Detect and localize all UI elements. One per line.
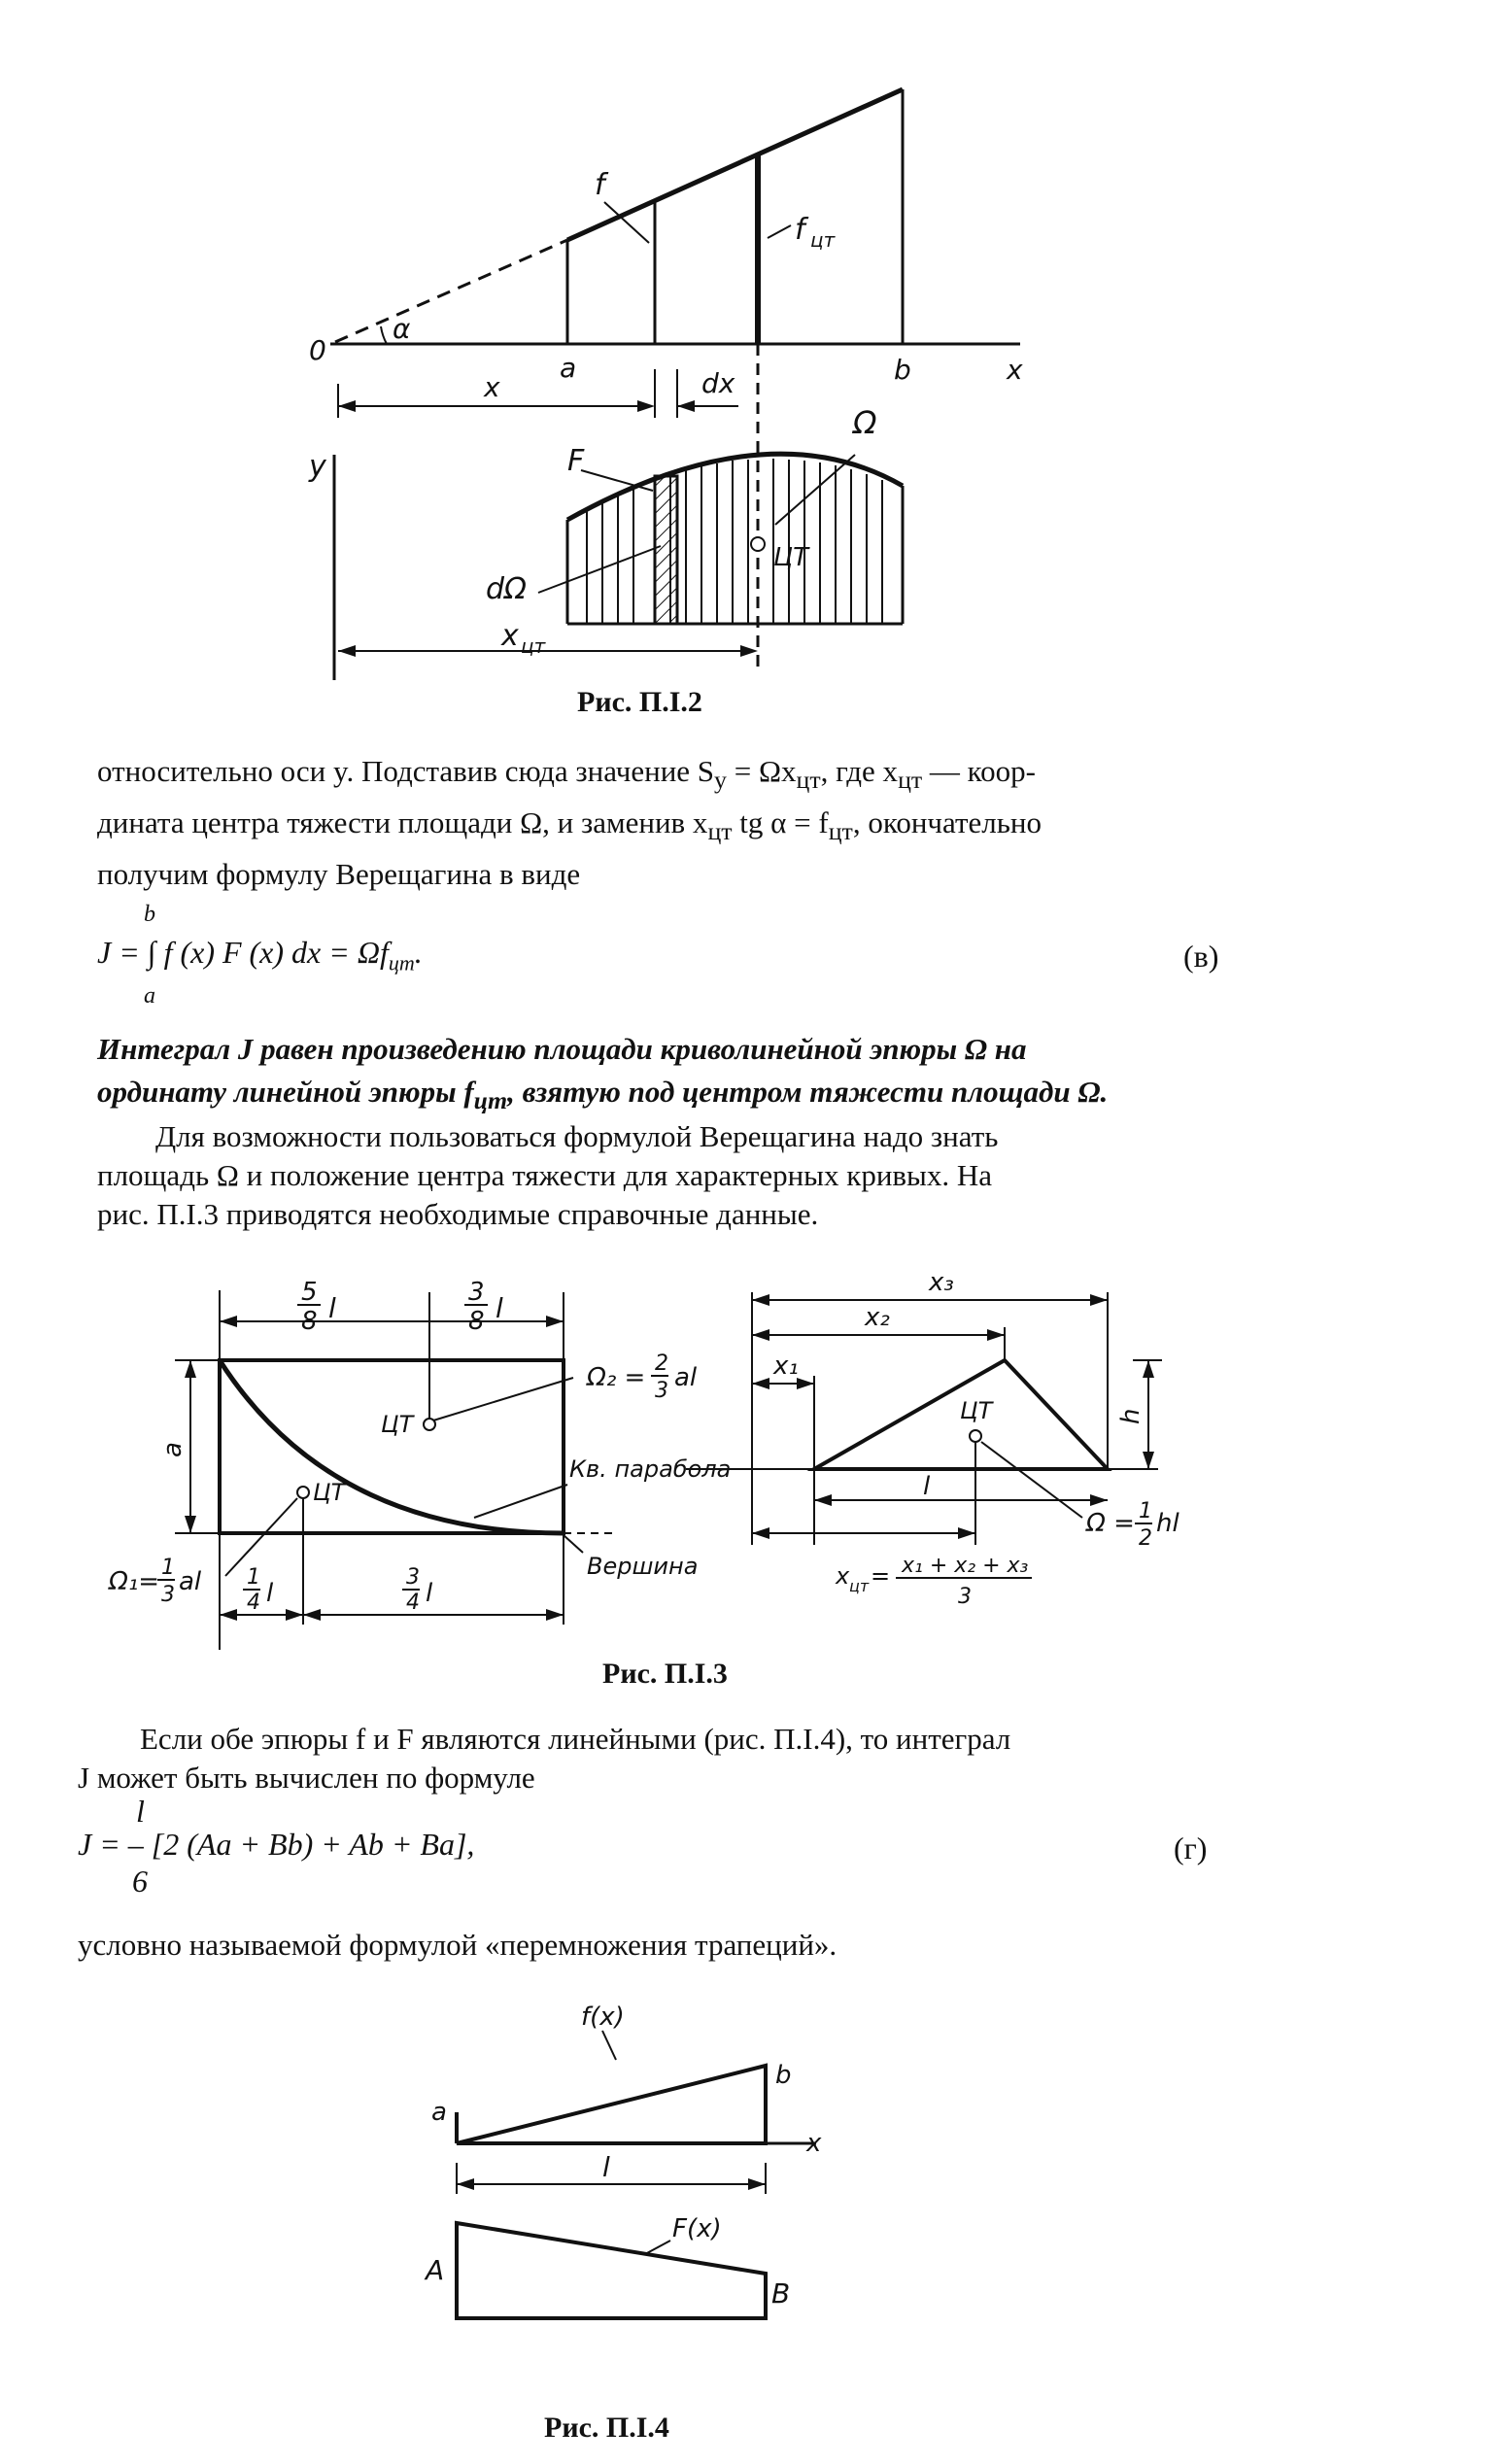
label-l: l: [602, 2151, 610, 2183]
paragraph-intro: [97, 750, 1244, 896]
trapezoid-f: [457, 2066, 766, 2143]
label-x-axis: x: [806, 2129, 822, 2158]
label-a: a: [560, 352, 577, 384]
label-origin: 0: [309, 334, 326, 366]
svg-text:hl: hl: [1156, 1509, 1179, 1538]
paragraph-line: относительно оси y. Подставив сюда значение $S_y = \Omega x_{цт}$, где $x_{цт}$ — коор-: [97, 754, 1036, 795]
label-omega: Ω: [853, 404, 877, 441]
dashed-extension: [335, 240, 567, 342]
label-omega1: Ω₁=: [109, 1567, 160, 1596]
svg-text:4: 4: [247, 1591, 260, 1615]
label-x2: x₂: [865, 1303, 890, 1332]
svg-text:цт: цт: [849, 1577, 870, 1595]
svg-text:3: 3: [958, 1585, 972, 1609]
triangle-centroid: [970, 1430, 981, 1442]
formula-vereshchagin: J = ∫ f (x) F (x) dx = $\Omega f_{цт}$.: [97, 935, 423, 975]
formula-denominator: 6: [132, 1864, 148, 1899]
label-f-ct: f: [795, 213, 805, 247]
svg-text:3: 3: [655, 1379, 668, 1403]
svg-text:4: 4: [406, 1591, 420, 1615]
rule-line: ординату линейной эпюры $f_{цт}$, взятую под центром тяжести площади Ω.: [97, 1075, 1109, 1115]
paragraph-trapezoids: условно называемой формулой «перемножения трапеций».: [78, 1928, 837, 1962]
label-five-eighths: 5: [301, 1278, 318, 1307]
svg-text:al: al: [674, 1363, 698, 1392]
parabola-rectangle: [220, 1360, 564, 1533]
figure-p-i-4: [0, 1992, 1504, 2380]
label-x-dim: x: [484, 371, 500, 403]
paragraph-line: дината центра тяжести площади Ω, и заменив $x_{цт}$ tg $\alpha = f_{цт}$, окончательно: [97, 805, 1042, 846]
label-x-ct: x: [501, 619, 519, 653]
figure-caption: Рис. П.I.2: [577, 686, 702, 718]
rule-statement: [97, 1028, 1253, 1122]
centroid-lower: [297, 1487, 309, 1498]
svg-text:1: 1: [161, 1556, 175, 1580]
figure-p-i-2: [0, 0, 1504, 738]
paragraph-reference: [97, 1117, 1253, 1234]
label-b: b: [894, 354, 911, 386]
label-omega2: Ω₂ =: [587, 1363, 646, 1392]
svg-text:2: 2: [1139, 1526, 1152, 1551]
formula-tag-g: (г): [1174, 1831, 1208, 1865]
label-y: y: [309, 450, 326, 484]
formula-upper-limit: b: [144, 902, 155, 927]
label-x-ct-sub: цт: [521, 634, 546, 658]
label-h: h: [1116, 1408, 1145, 1424]
label-vertex: Вершина: [587, 1553, 699, 1580]
formula-numerator: l: [136, 1794, 145, 1829]
label-f: f: [595, 168, 605, 202]
svg-text:=: =: [871, 1562, 891, 1590]
label-dx: dx: [701, 367, 735, 399]
paragraph-linear: [78, 1720, 1244, 1797]
label-omega-triangle: Ω =: [1086, 1509, 1135, 1538]
quadratic-parabola: [220, 1360, 564, 1533]
formula-tag-v: (в): [1183, 939, 1219, 974]
svg-text:l: l: [266, 1579, 274, 1608]
svg-text:l: l: [496, 1292, 503, 1324]
label-fx: f(x): [581, 2002, 625, 2032]
label-x-ct: x: [836, 1562, 850, 1590]
label-alpha: α: [393, 313, 411, 345]
label-b-small: b: [775, 2061, 792, 2090]
label-three-eighths: 3: [468, 1278, 485, 1307]
paragraph-line: Для возможности пользоваться формулой Верещагина надо знать: [155, 1119, 999, 1153]
label-d-omega: dΩ: [486, 572, 527, 606]
centroid-marker: [751, 537, 765, 551]
label-parabola: Кв. парабола: [569, 1455, 732, 1483]
formula-lower-limit: a: [144, 983, 155, 1009]
svg-text:3: 3: [161, 1583, 175, 1607]
label-a-small: a: [431, 2098, 447, 2127]
rule-line: Интеграл J равен произведению площади криволинейной эпюры Ω на: [97, 1032, 1027, 1066]
label-l: l: [923, 1472, 931, 1501]
formula-trapezoids: J = ‒ [2 (Aa + Bb) + Ab + Ba],: [78, 1827, 475, 1862]
label-ct-upper: ЦТ: [381, 1411, 414, 1438]
paragraph-line: Если обе эпюры f и F являются линейными (рис. П.I.4), то интеграл: [140, 1722, 1011, 1756]
paragraph-line: площадь Ω и положение центра тяжести для характерных кривых. На: [97, 1158, 993, 1192]
svg-text:al: al: [179, 1567, 202, 1596]
label-three-quarters: 3: [406, 1565, 420, 1590]
svg-text:l: l: [426, 1579, 433, 1608]
svg-text:8: 8: [301, 1307, 318, 1336]
svg-text:8: 8: [468, 1307, 485, 1336]
label-ct-triangle: ЦТ: [960, 1397, 993, 1424]
svg-text:2: 2: [655, 1352, 668, 1376]
paragraph-line: J может быть вычислен по формуле: [78, 1761, 535, 1795]
paragraph-line: получим формулу Верещагина в виде: [97, 857, 581, 892]
label-f-ct-sub: цт: [810, 228, 836, 252]
label-A: A: [426, 2254, 445, 2286]
label-x-axis: x: [1007, 354, 1023, 386]
paragraph-line: рис. П.I.3 приводятся необходимые справочные данные.: [97, 1197, 819, 1231]
figure-p-i-3: [0, 1263, 1504, 1652]
figure-caption: Рис. П.I.4: [544, 2412, 669, 2444]
label-F: F: [567, 444, 585, 478]
label-ct-lower: ЦТ: [313, 1479, 346, 1506]
linear-diagram-edge: [567, 89, 903, 240]
d-omega-strip: [655, 476, 677, 624]
label-B: B: [771, 2277, 791, 2310]
label-ct: ЦТ: [773, 543, 809, 572]
svg-text:1: 1: [1139, 1499, 1152, 1523]
label-a: a: [158, 1442, 188, 1457]
svg-text:x₁ + x₂ + x₃: x₁ + x₂ + x₃: [902, 1554, 1029, 1578]
label-Fx: F(x): [672, 2214, 722, 2243]
figure-caption: Рис. П.I.3: [602, 1658, 728, 1690]
label-quarter: 1: [247, 1565, 260, 1590]
svg-text:l: l: [328, 1292, 336, 1324]
label-x3: x₃: [929, 1268, 954, 1297]
label-x1: x₁: [773, 1352, 799, 1381]
